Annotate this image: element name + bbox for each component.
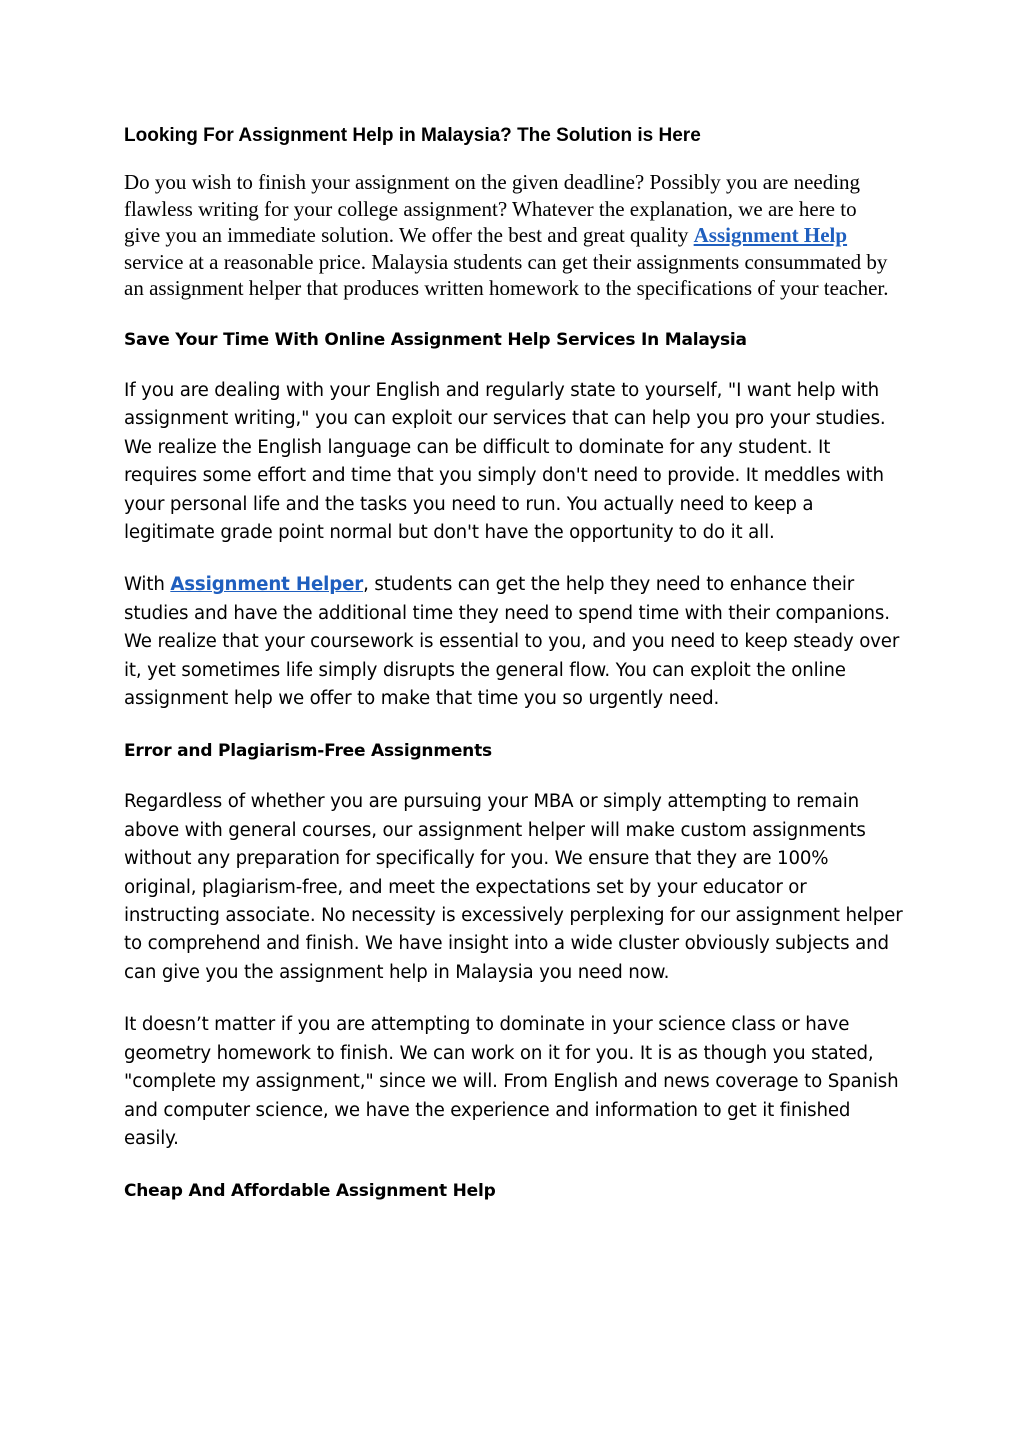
helper-text-before-link: With [124,574,171,596]
section-heading-save-time: Save Your Time With Online Assignment Help Services In Malaysia [124,329,747,350]
paragraph-science-class: It doesn’t matter if you are attempting to dominate in your science class or have geometry homework to finish. We can work on it for you. It is as though you stated, "complete my assignment," since we will. From English and news coverage to Spanish and computer science, we have the experience and information to get it finished easily. [124,1014,899,1149]
paragraph-assignment-helper [124,571,904,713]
section-heading-cheap-affordable: Cheap And Affordable Assignment Help [124,1181,496,1202]
intro-paragraph [124,169,894,302]
assignment-helper-link[interactable]: Assignment Helper [170,574,364,596]
main-heading: Looking For Assignment Help in Malaysia? The Solution is Here [124,125,701,146]
assignment-help-link[interactable]: Assignment Help [693,223,848,248]
paragraph-english-help: If you are dealing with your English and regularly state to yourself, "I want help with assignment writing," you can exploit our services that can help you pro your studies. We realize the English language can be difficult to dominate for any student. It requires some effort and time that you simply don't need to provide. It meddles with your personal life and the tasks you need to run. You actually need to keep a legitimate grade point normal but don't have the opportunity to do it all. [124,379,886,543]
helper-text-after-link: , students can get the help they need to enhance their studies and have the additional time they need to spend time with their companions. We realize that your coursework is essential to you, and you need to keep steady over it, yet sometimes life simply disrupts the general flow. You can exploit the online assignment help we offer to make that time you so urgently need. [124,574,900,710]
intro-text-before-link: Do you wish to finish your assignment on the given deadline? Possibly you are needing flawless writing for your college assignment? Whatever the explanation, we are here to give you an immediate solution. We offer the best and great quality [124,170,861,248]
paragraph-mba: Regardless of whether you are pursuing your MBA or simply attempting to remain above with general courses, our assignment helper will make custom assignments without any preparation for specifically for you. We ensure that they are 100% original, plagiarism-free, and meet the expectations set by your educator or instructing associate. No necessity is excessively perplexing for our assignment helper to comprehend and finish. We have insight into a wide cluster obviously subjects and can give you the assignment help in Malaysia you need now. [124,791,903,983]
intro-text-after-link: service at a reasonable price. Malaysia students can get their assignments consummated by an assignment helper that produces written homework to the specifications of your teacher. [124,249,889,301]
document-body [124,122,914,1228]
section-heading-plagiarism-free: Error and Plagiarism-Free Assignments [124,741,492,762]
